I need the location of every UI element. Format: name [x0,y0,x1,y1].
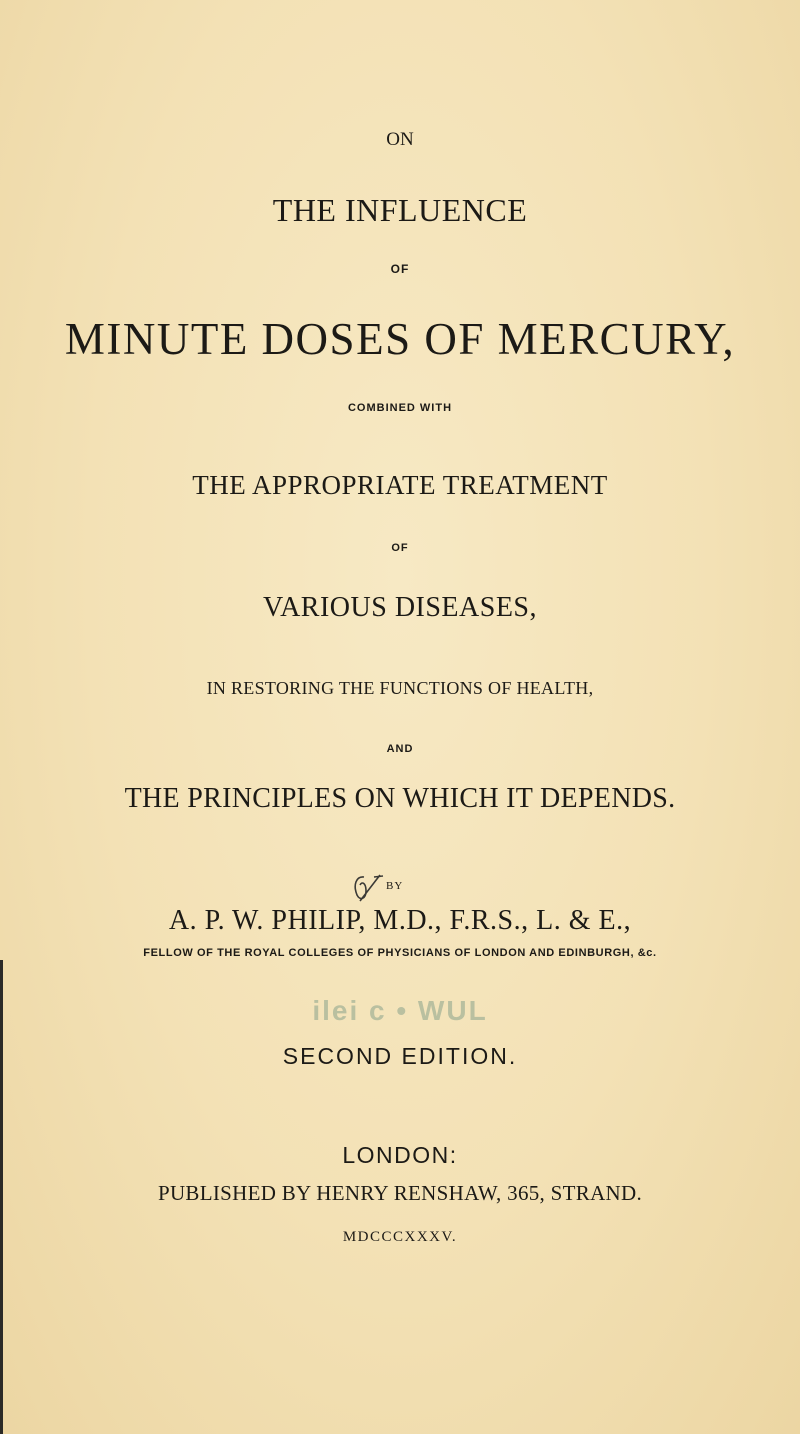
library-stamp: ilei c • WUL [312,995,488,1026]
title-various-diseases: VARIOUS DISEASES, [262,592,538,623]
title-minute-doses: MINUTE DOSES OF MERCURY, [64,314,736,364]
author-affiliation: FELLOW OF THE ROYAL COLLEGES OF PHYSICIANS OF LONDON AND EDINBURGH, &c. [143,947,657,959]
title-restoring: IN RESTORING THE FUNCTIONS OF HEALTH, [206,678,594,698]
handwritten-monogram [350,873,384,903]
title-by: BY [386,880,404,892]
title-appropriate-treatment: THE APPROPRIATE TREATMENT [192,470,608,500]
title-on: ON [386,129,414,150]
author-name: A. P. W. PHILIP, M.D., F.R.S., L. & E., [168,905,632,936]
title-principles: THE PRINCIPLES ON WHICH IT DEPENDS. [124,783,676,814]
title-combined-with: COMBINED WITH [347,402,453,414]
title-of-2: OF [391,542,409,554]
imprint-date: MDCCCXXXV. [342,1229,458,1245]
edition: SECOND EDITION. [282,1043,518,1069]
title-influence: THE INFLUENCE [272,192,528,228]
imprint-publisher: PUBLISHED BY HENRY RENSHAW, 365, STRAND. [157,1181,643,1205]
title-and: AND [386,743,414,755]
imprint-city: LONDON: [342,1142,458,1168]
title-of-1: OF [390,262,410,276]
